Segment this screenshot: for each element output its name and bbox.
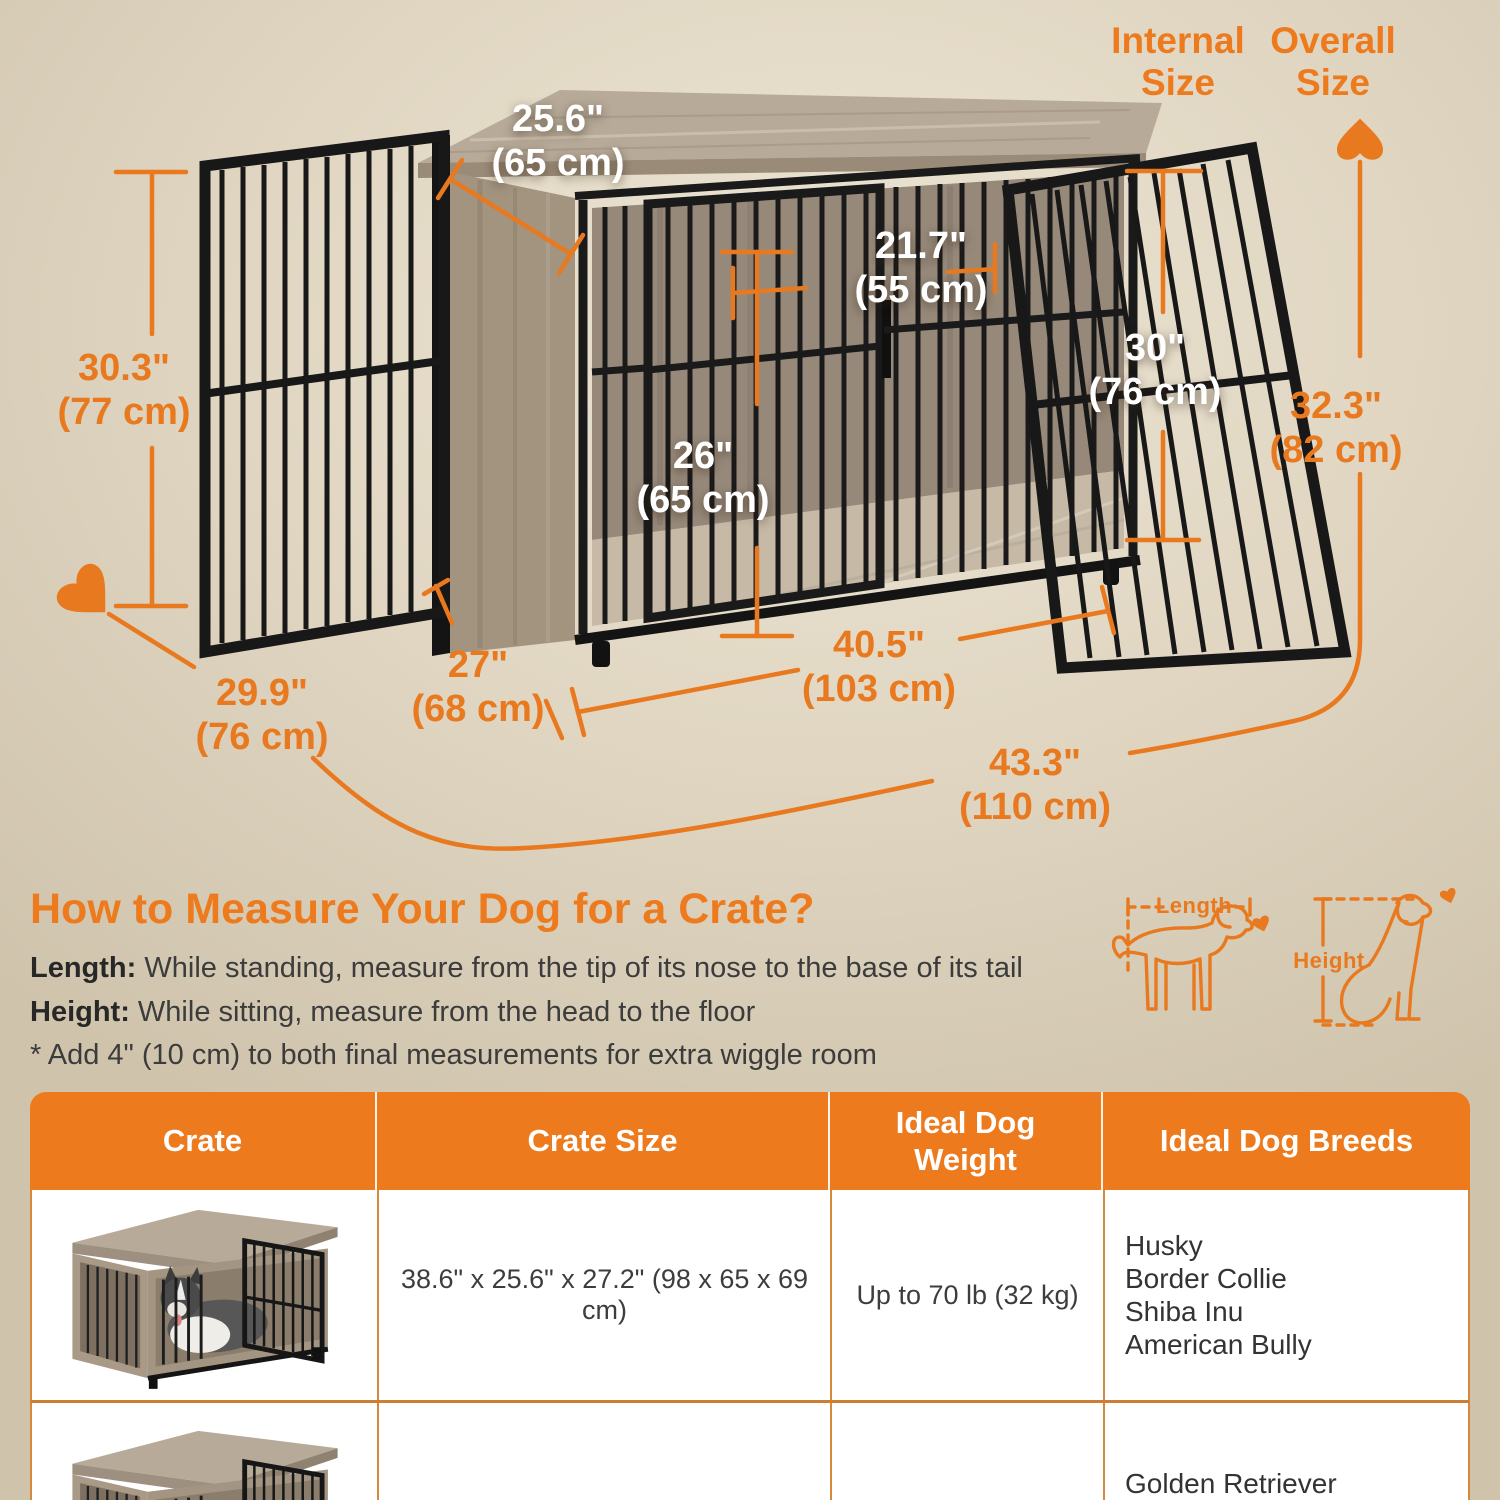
- crate-image: [55, 1419, 355, 1500]
- crate-thumbnail-cell: [32, 1190, 379, 1400]
- dim-floor-depth: 27" (68 cm): [411, 643, 545, 730]
- header-crate: Crate: [30, 1092, 377, 1190]
- dim-inner-width: 21.7" (55 cm): [854, 224, 988, 311]
- dim-floor-width: 40.5" (103 cm): [801, 623, 957, 710]
- header-ideal-dog-breeds: Ideal Dog Breeds: [1159, 1123, 1414, 1159]
- crate-size-cell: [379, 1403, 832, 1500]
- breed-item: American Bully: [1125, 1329, 1312, 1360]
- crate-size-cell: 38.6" x 25.6" x 27.2" (98 x 65 x 69 cm): [379, 1190, 832, 1400]
- crate-thumbnail-cell: [32, 1403, 379, 1500]
- measure-guide-section: [30, 886, 1100, 1079]
- measure-note-line: * Add 4" (10 cm) to both final measurements for extra wiggle room: [30, 1038, 877, 1071]
- measure-length-line: [30, 949, 1100, 987]
- dim-inner-height: 26" (65 cm): [636, 434, 770, 521]
- front-depth-heart-icon: [52, 559, 124, 631]
- breed-item: Husky: [1125, 1230, 1203, 1261]
- table-header-row: [30, 1092, 1470, 1190]
- legend-overall-size: Overall Size: [1270, 19, 1396, 103]
- dog-breeds-cell: [1105, 1190, 1472, 1400]
- dog-weight-cell: [832, 1403, 1105, 1500]
- header-crate-size: Crate Size: [377, 1092, 830, 1190]
- height-text: While sitting, measure from the head to the floor: [129, 995, 756, 1028]
- dog-breeds-cell: [1105, 1403, 1472, 1500]
- measure-height-line: [30, 993, 1100, 1031]
- legend-internal-size: Internal Size: [1111, 19, 1245, 103]
- header-ideal-dog-weight: Ideal Dog Weight: [830, 1092, 1103, 1190]
- dim-overall-width: 43.3" (110 cm): [958, 741, 1112, 828]
- height-diagram-label: Height: [1293, 948, 1365, 973]
- overall-size-heart-icon: [1337, 119, 1383, 160]
- crate-comparison-table: [30, 1092, 1470, 1500]
- height-label: Height:: [30, 995, 130, 1028]
- crate-left-door: [205, 136, 444, 652]
- table-row: [30, 1403, 1470, 1500]
- length-diagram-label: Length: [1155, 893, 1233, 918]
- breed-item: Border Collie: [1125, 1263, 1287, 1294]
- breed-item: Golden Retriever: [1125, 1468, 1337, 1499]
- table-row: [30, 1190, 1470, 1403]
- dim-door-height: 30" (76 cm): [1088, 326, 1222, 413]
- measure-guide-heading: How to Measure Your Dog for a Crate?: [30, 885, 815, 933]
- dim-left-height: 30.3" (77 cm): [57, 346, 191, 433]
- crate-with-dog-image: [55, 1198, 355, 1392]
- length-text: While standing, measure from the tip of its nose to the base of its tail: [136, 952, 1023, 985]
- dim-top-depth: 25.6" (65 cm): [491, 97, 625, 184]
- breed-item: Shiba Inu: [1125, 1296, 1244, 1327]
- dim-overall-height: 32.3" (82 cm): [1269, 384, 1403, 471]
- length-label: Length:: [30, 952, 137, 985]
- dog-weight-cell: Up to 70 lb (32 kg): [832, 1190, 1105, 1400]
- dim-front-depth: 29.9" (76 cm): [195, 671, 329, 758]
